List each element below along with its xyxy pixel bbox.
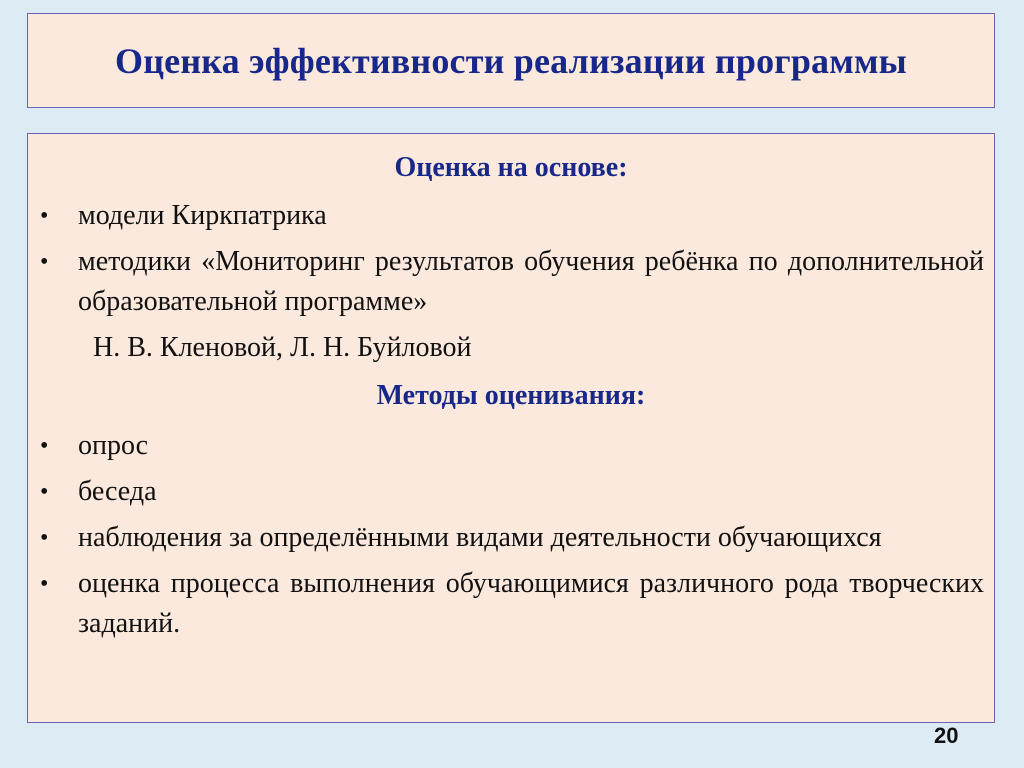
list-item-text: наблюдения за определёнными видами деятельности обучающихся: [78, 522, 882, 553]
list-item-text: опрос: [78, 430, 149, 461]
content-box: [27, 133, 995, 723]
page-number: 20: [934, 723, 959, 748]
bullet-icon: •: [40, 433, 49, 459]
list-item-text: оценка процесса выполнения обучающимися различного рода творческих заданий.: [78, 568, 984, 639]
list-item: [38, 564, 984, 644]
list-item: [38, 242, 984, 322]
list-item: [38, 196, 984, 236]
basis-list: [38, 196, 984, 322]
list-item: [38, 472, 984, 512]
basis-heading: Оценка на основе:: [394, 152, 628, 183]
bullet-icon: •: [40, 525, 49, 551]
bullet-icon: •: [40, 479, 49, 505]
list-item-text: беседа: [78, 476, 157, 507]
slide-title: Оценка эффективности реализации программы: [115, 40, 907, 81]
bullet-icon: •: [40, 203, 49, 229]
title-box: [27, 13, 995, 108]
list-item-text: модели Киркпатрика: [78, 200, 327, 231]
methods-list: [38, 426, 984, 644]
list-item: [38, 518, 984, 558]
methods-heading: Методы оценивания:: [376, 380, 646, 411]
bullet-icon: •: [40, 249, 49, 275]
bullet-icon: •: [40, 571, 49, 597]
authors-line: Н. В. Кленовой, Л. Н. Буйловой: [93, 332, 472, 363]
list-item: [38, 426, 984, 466]
list-item-text: методики «Мониторинг результатов обучения ребёнка по дополнительной образовательной программе»: [78, 246, 984, 317]
